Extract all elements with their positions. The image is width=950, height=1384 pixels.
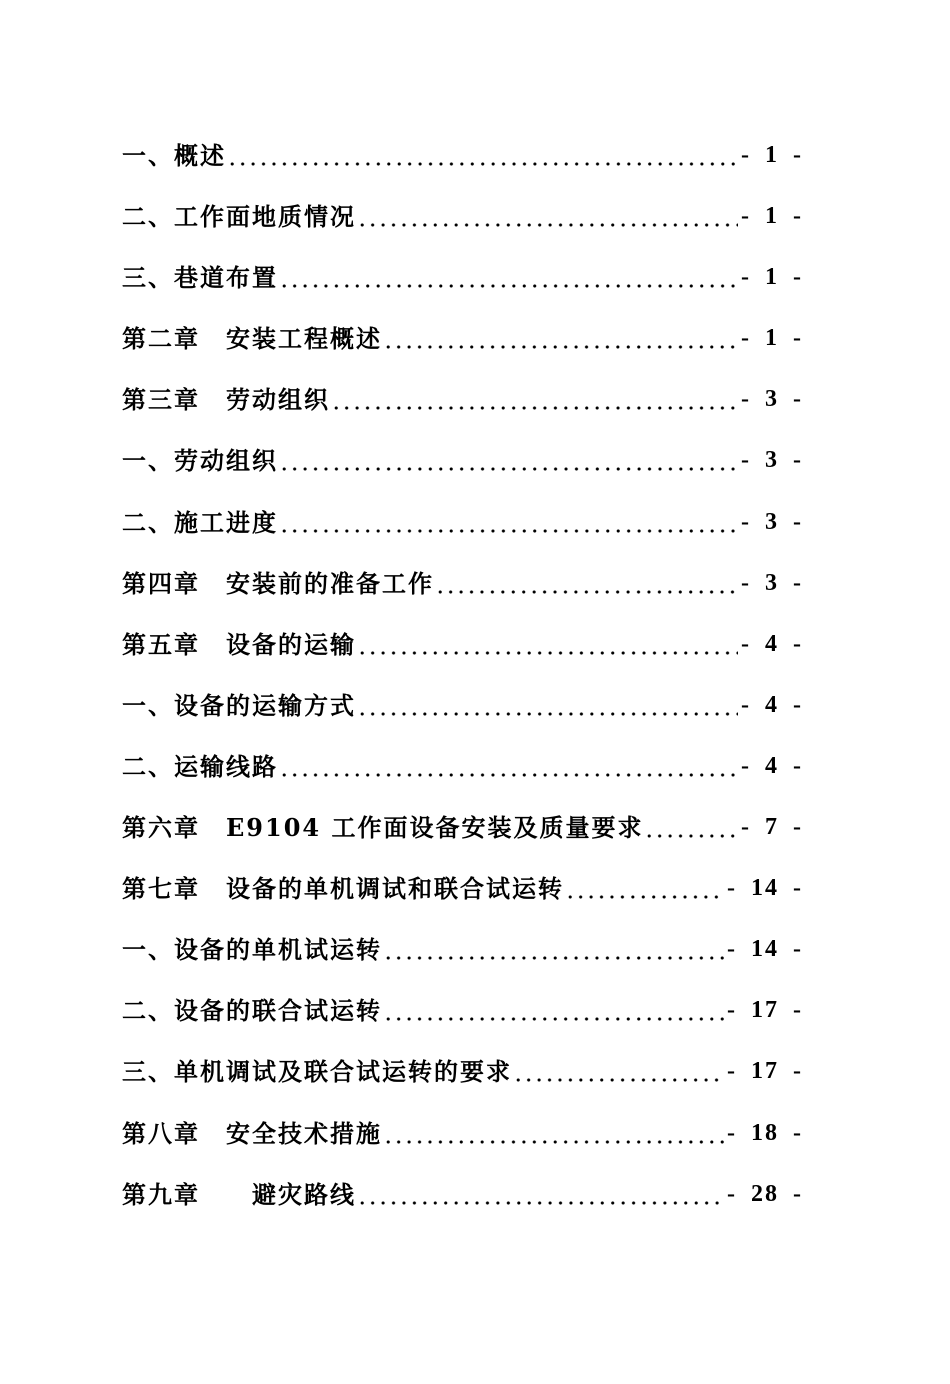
toc-dot-leader	[356, 186, 738, 247]
toc-entry	[122, 614, 803, 675]
toc-dot-leader	[356, 1164, 724, 1225]
toc-entry-page: - 14 -	[727, 936, 803, 963]
toc-entry-title: 三、单机调试及联合试运转的要求	[122, 1057, 512, 1087]
toc-entry-title: 第四章 安装前的准备工作	[122, 568, 434, 598]
toc-dot-leader	[564, 858, 724, 919]
toc-entry-title: 一、概述	[122, 141, 226, 170]
toc-entry	[122, 186, 803, 247]
toc-entry-title: 二、施工进度	[122, 507, 278, 537]
toc-dot-leader	[382, 919, 724, 980]
toc-entry-title: 二、设备的联合试运转	[122, 996, 382, 1026]
toc-dot-leader	[512, 1041, 724, 1102]
toc-entry	[122, 369, 803, 430]
toc-entry-page: - 14 -	[727, 875, 803, 902]
toc-dot-leader	[382, 980, 724, 1041]
toc-dot-leader	[226, 125, 738, 186]
table-of-contents	[122, 125, 803, 1225]
toc-dot-leader	[434, 553, 738, 614]
toc-entry	[122, 675, 803, 736]
toc-entry-title: 第五章 设备的运输	[122, 629, 356, 659]
toc-dot-leader	[356, 614, 738, 675]
toc-entry-page: - 3 -	[741, 569, 803, 596]
toc-entry-page: - 18 -	[727, 1119, 803, 1146]
toc-entry-title: 第六章 E9104 工作面设备安装及质量要求	[122, 813, 644, 843]
toc-entry	[122, 1164, 803, 1225]
toc-entry	[122, 858, 803, 919]
toc-entry	[122, 308, 803, 369]
toc-entry	[122, 430, 803, 491]
toc-entry-title: 第三章 劳动组织	[122, 385, 330, 415]
toc-entry	[122, 125, 803, 186]
toc-entry-title: 一、设备的运输方式	[122, 690, 356, 720]
toc-entry-title: 一、劳动组织	[122, 446, 278, 476]
toc-entry-title: 第八章 安全技术措施	[122, 1118, 382, 1148]
toc-entry	[122, 1041, 803, 1102]
toc-entry-page: - 3 -	[741, 386, 803, 413]
toc-entry-page: - 4 -	[741, 630, 803, 657]
toc-entry-page: - 1 -	[741, 264, 803, 291]
toc-entry-title: 第九章 避灾路线	[122, 1179, 356, 1209]
toc-entry-title: 二、运输线路	[122, 751, 278, 781]
toc-entry	[122, 736, 803, 797]
toc-entry-page: - 28 -	[727, 1180, 803, 1207]
toc-entry	[122, 492, 803, 553]
toc-entry-title: 第二章 安装工程概述	[122, 324, 382, 354]
toc-dot-leader	[278, 736, 738, 797]
toc-entry	[122, 247, 803, 308]
toc-entry	[122, 980, 803, 1041]
toc-entry-page: - 1 -	[741, 325, 803, 352]
toc-entry-page: - 1 -	[741, 142, 803, 168]
toc-dot-leader	[382, 308, 738, 369]
toc-entry	[122, 919, 803, 980]
toc-dot-leader	[382, 1103, 724, 1164]
toc-entry-title: 一、设备的单机试运转	[122, 935, 382, 965]
toc-entry-title: 三、巷道布置	[122, 263, 278, 293]
toc-dot-leader	[278, 492, 738, 553]
toc-entry-title: 二、工作面地质情况	[122, 202, 356, 232]
toc-dot-leader	[278, 430, 738, 491]
toc-dot-leader	[356, 675, 738, 736]
toc-entry-page: - 3 -	[741, 508, 803, 535]
toc-entry-page: - 3 -	[741, 447, 803, 474]
toc-entry-page: - 4 -	[741, 752, 803, 779]
toc-entry-page: - 4 -	[741, 691, 803, 718]
toc-entry	[122, 553, 803, 614]
toc-entry-page: - 17 -	[727, 1058, 803, 1085]
toc-entry	[122, 797, 803, 858]
toc-entry-title: 第七章 设备的单机调试和联合试运转	[122, 874, 564, 904]
toc-entry-page: - 17 -	[727, 997, 803, 1024]
toc-entry-page: - 1 -	[741, 203, 803, 230]
toc-entry	[122, 1103, 803, 1164]
toc-entry-page: - 7 -	[741, 814, 803, 841]
toc-dot-leader	[278, 247, 738, 308]
toc-dot-leader	[643, 797, 738, 858]
toc-dot-leader	[330, 369, 738, 430]
